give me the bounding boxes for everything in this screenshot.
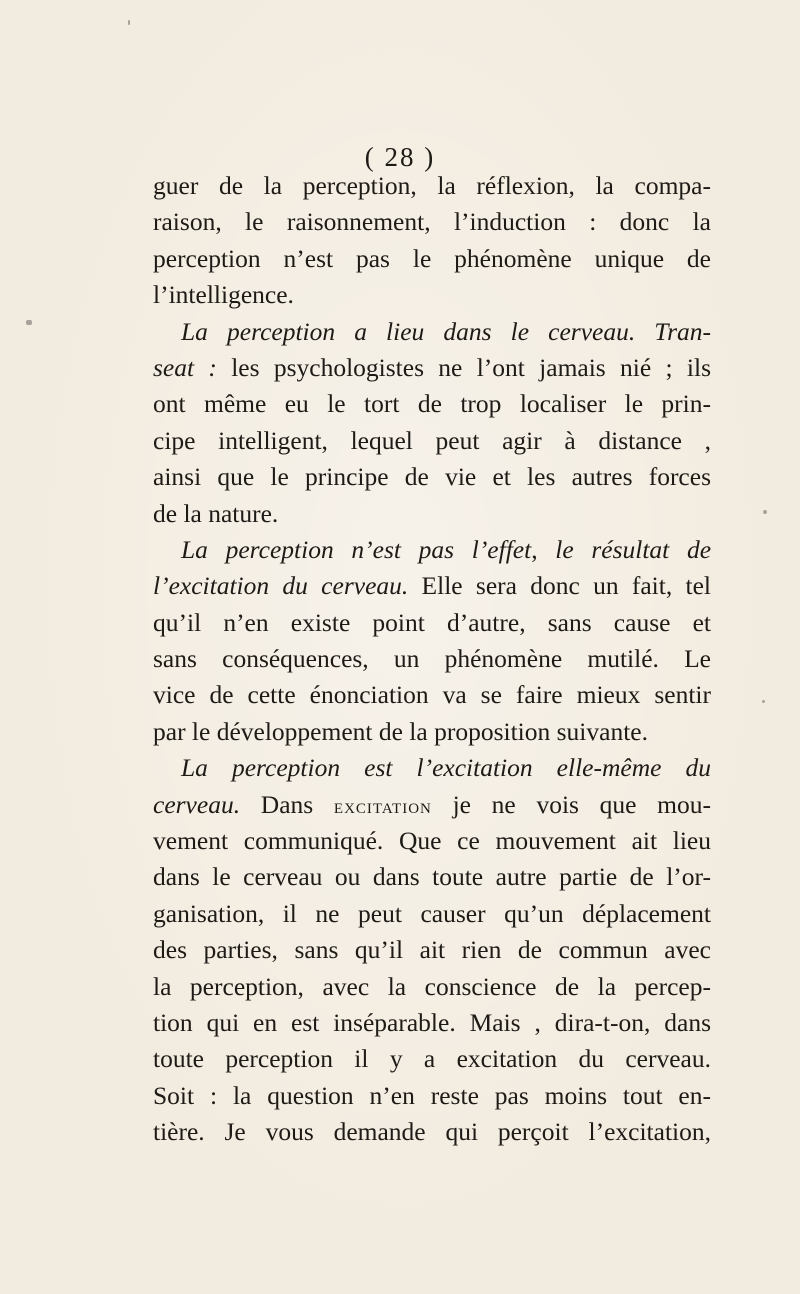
text-segment: Dans	[240, 789, 334, 819]
text-line	[153, 204, 711, 240]
text-segment: vice de cette énonciation va se faire mieux sentir	[153, 680, 711, 710]
text-segment: raison, le raisonnement, l’induction : donc la	[153, 207, 711, 237]
text-line	[153, 459, 711, 495]
text-segment: perception n’est pas le phénomène unique de	[153, 243, 711, 273]
text-segment: ont même eu le tort de trop localiser le prin-	[153, 389, 711, 419]
paper-speck	[763, 510, 767, 514]
text-line	[153, 677, 711, 713]
text-line	[153, 277, 711, 313]
text-line	[153, 423, 711, 459]
text-segment: tion qui en est inséparable. Mais , dira-t-on, dans	[153, 1007, 711, 1037]
text-segment: l’intelligence.	[153, 280, 294, 310]
text-segment: Soit : la question n’en reste pas moins tout en-	[153, 1080, 711, 1110]
text-segment: je ne vois que mou-	[431, 789, 711, 819]
text-segment: dans le cerveau ou dans toute autre partie de l’or-	[153, 862, 711, 892]
text-line	[153, 532, 711, 568]
text-segment: la perception, avec la conscience de la percep-	[153, 971, 711, 1001]
text-line	[153, 496, 711, 532]
text-segment: Elle sera donc un fait, tel	[408, 571, 711, 601]
text-line	[153, 241, 711, 277]
text-line	[153, 823, 711, 859]
text-line	[153, 568, 711, 604]
text-line	[153, 605, 711, 641]
text-line	[153, 787, 711, 823]
text-line	[153, 168, 711, 204]
paper-speck	[762, 700, 765, 703]
page-number: ( 28 )	[364, 142, 436, 172]
small-caps-text: excitation	[333, 793, 432, 818]
text-line	[153, 386, 711, 422]
text-segment: de la nature.	[153, 498, 279, 528]
text-segment: ainsi que le principe de vie et les autres forces	[153, 462, 711, 492]
paper-speck	[26, 320, 32, 325]
paper-speck	[128, 20, 130, 25]
text-segment: vement communiqué. Que ce mouvement ait lieu	[153, 826, 711, 856]
text-segment: guer de la perception, la réflexion, la compa-	[153, 171, 711, 200]
italic-text: La perception est l’excitation elle-même du	[181, 753, 711, 783]
text-segment: ,	[531, 534, 556, 564]
text-line	[153, 859, 711, 895]
italic-text: le résultat de	[555, 534, 712, 564]
text-segment: sans conséquences, un phénomène mutilé. Le	[153, 644, 711, 674]
text-segment: cipe intelligent, lequel peut agir à distance ,	[153, 425, 711, 455]
text-segment: les psychologistes ne l’ont jamais nié ; ils	[216, 352, 711, 382]
text-line	[153, 750, 711, 786]
text-line	[153, 932, 711, 968]
text-segment: par le développement de la proposition suivante.	[153, 716, 648, 746]
italic-text: La perception a lieu dans le cerveau. Tran-	[181, 316, 711, 346]
text-line	[153, 969, 711, 1005]
text-segment: tière. Je vous demande qui perçoit l’excitation,	[153, 1117, 711, 1147]
italic-text: seat :	[153, 352, 217, 382]
italic-text: cerveau.	[153, 789, 241, 819]
text-line	[153, 1114, 711, 1150]
text-line	[153, 350, 711, 386]
text-segment: ganisation, il ne peut causer qu’un déplacement	[153, 898, 711, 928]
text-line	[153, 714, 711, 750]
text-line	[153, 1078, 711, 1114]
text-segment: qu’il n’en existe point d’autre, sans cause et	[153, 607, 711, 637]
text-line	[153, 314, 711, 350]
text-segment: des parties, sans qu’il ait rien de commun avec	[153, 935, 711, 965]
text-line	[153, 1041, 711, 1077]
text-segment: toute perception il y a excitation du cerveau.	[153, 1044, 711, 1074]
italic-text: l’excitation du cerveau.	[153, 571, 409, 601]
italic-text: La perception n’est pas l’effet	[181, 534, 532, 564]
text-line	[153, 896, 711, 932]
text-line	[153, 641, 711, 677]
text-line	[153, 1005, 711, 1041]
body-text	[153, 168, 711, 1151]
